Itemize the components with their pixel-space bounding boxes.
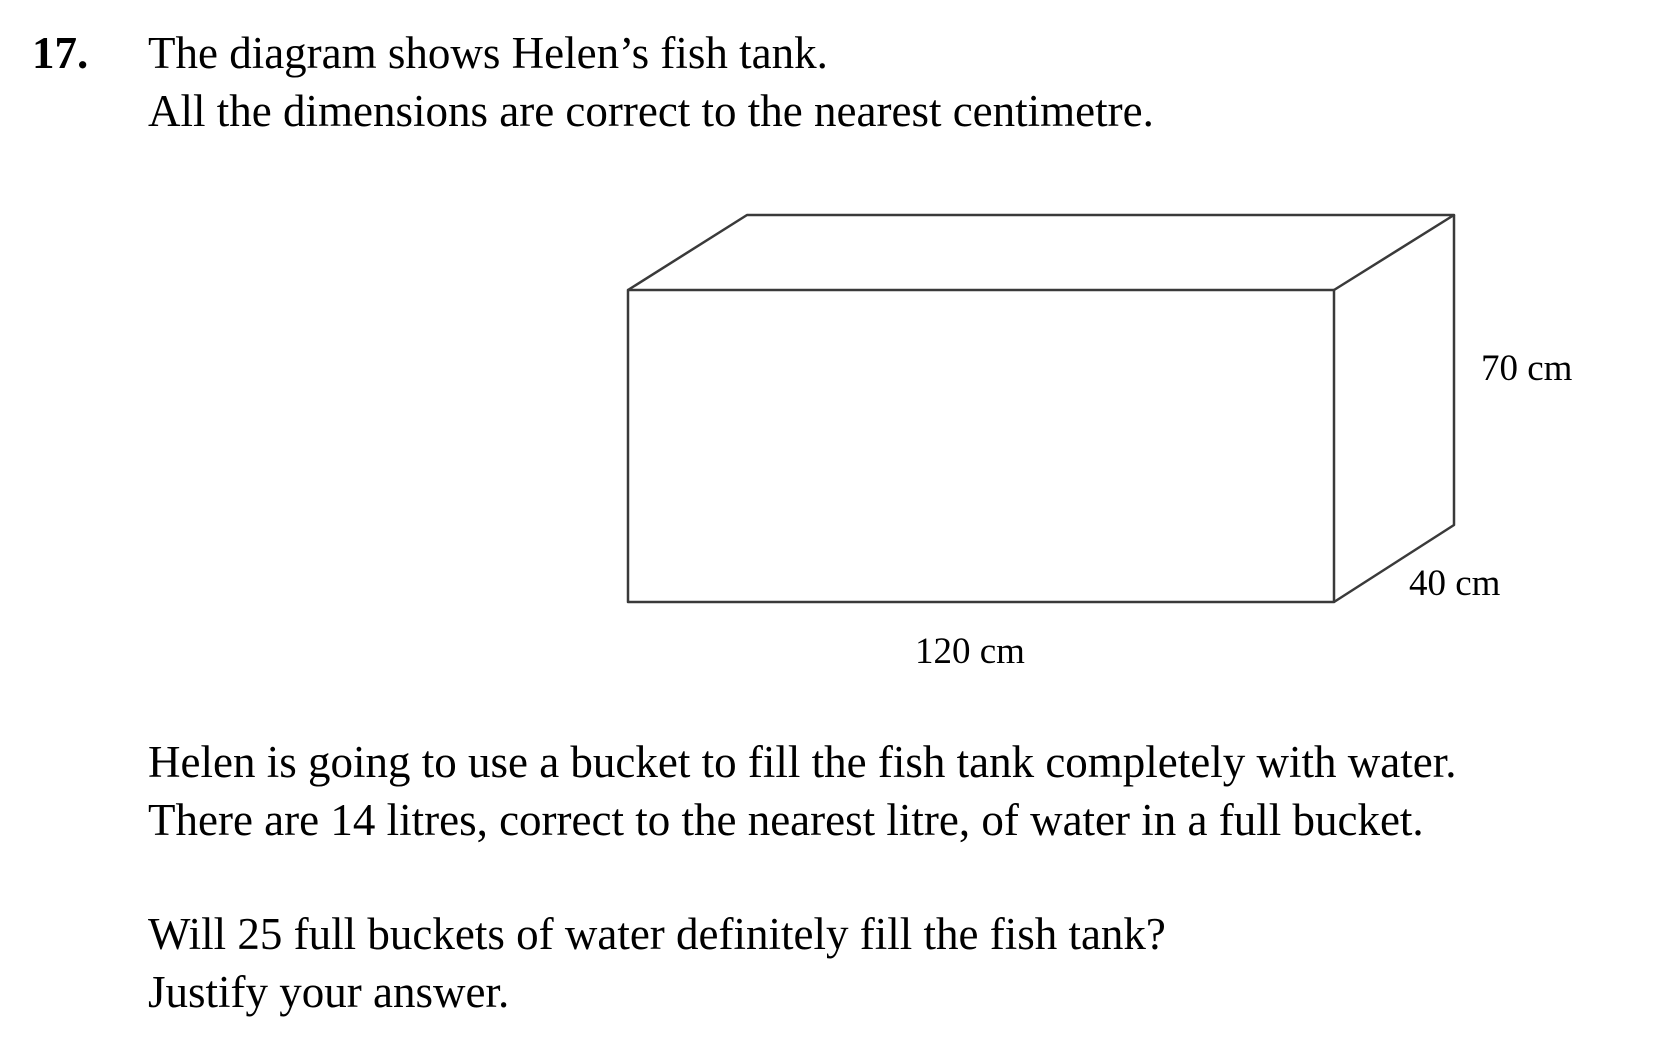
depth-label: 40 cm [1409, 563, 1501, 604]
height-label: 70 cm [1481, 348, 1573, 389]
prompt-line-1: Will 25 full buckets of water definitely fill the fish tank? [148, 909, 1166, 959]
tank-top-face [628, 215, 1454, 290]
tank-front-face [628, 290, 1334, 602]
body-line-1: Helen is going to use a bucket to fill the fish tank completely with water. [148, 737, 1457, 787]
intro-line-1: The diagram shows Helen’s fish tank. [148, 28, 828, 78]
tank-side-face [1334, 215, 1454, 602]
prompt-line-2: Justify your answer. [148, 967, 510, 1017]
intro-line-2: All the dimensions are correct to the nearest centimetre. [148, 86, 1154, 136]
question-number: 17. [32, 28, 89, 78]
body-line-2: There are 14 litres, correct to the nearest litre, of water in a full bucket. [148, 795, 1424, 845]
length-label: 120 cm [915, 631, 1025, 672]
